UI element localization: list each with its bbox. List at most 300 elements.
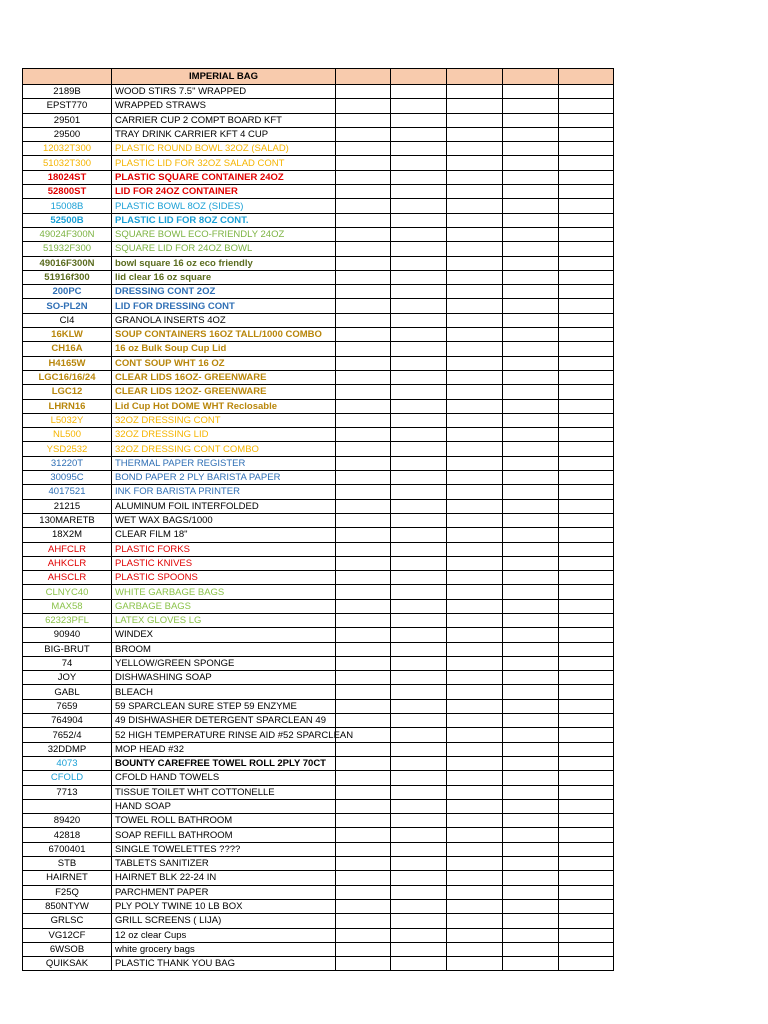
blank-cell[interactable] [503,142,559,156]
blank-cell[interactable] [447,642,503,656]
blank-cell[interactable] [336,471,391,485]
blank-cell[interactable] [503,127,559,141]
item-description-cell[interactable]: PLASTIC THANK YOU BAG [112,957,336,971]
item-description-cell[interactable]: PARCHMENT PAPER [112,885,336,899]
blank-cell[interactable] [559,471,614,485]
blank-cell[interactable] [336,356,391,370]
blank-cell[interactable] [391,127,447,141]
blank-cell[interactable] [559,556,614,570]
blank-cell[interactable] [336,113,391,127]
item-code-cell[interactable]: H4165W [23,356,112,370]
blank-cell[interactable] [391,699,447,713]
blank-cell[interactable] [559,413,614,427]
item-code-cell[interactable]: CH16A [23,342,112,356]
item-description-cell[interactable]: ALUMINUM FOIL INTERFOLDED [112,499,336,513]
blank-cell[interactable] [503,270,559,284]
blank-cell[interactable] [391,85,447,99]
blank-cell[interactable] [559,456,614,470]
blank-cell[interactable] [336,127,391,141]
blank-cell[interactable] [559,513,614,527]
item-code-cell[interactable]: MAX58 [23,599,112,613]
blank-cell[interactable] [447,456,503,470]
blank-cell[interactable] [503,499,559,513]
blank-cell[interactable] [503,256,559,270]
blank-cell[interactable] [559,656,614,670]
item-code-cell[interactable]: 74 [23,656,112,670]
blank-cell[interactable] [503,356,559,370]
blank-cell[interactable] [559,213,614,227]
blank-cell[interactable] [447,385,503,399]
blank-cell[interactable] [503,842,559,856]
item-description-cell[interactable]: WRAPPED STRAWS [112,99,336,113]
blank-cell[interactable] [559,542,614,556]
blank-cell[interactable] [503,428,559,442]
blank-cell[interactable] [503,685,559,699]
blank-cell[interactable] [503,342,559,356]
item-description-cell[interactable]: 59 SPARCLEAN SURE STEP 59 ENZYME [112,699,336,713]
item-description-cell[interactable]: PLASTIC BOWL 8OZ (SIDES) [112,199,336,213]
blank-cell[interactable] [447,613,503,627]
blank-cell[interactable] [391,799,447,813]
item-code-cell[interactable]: 6700401 [23,842,112,856]
blank-cell[interactable] [391,199,447,213]
blank-cell[interactable] [503,828,559,842]
blank-cell[interactable] [559,485,614,499]
item-code-cell[interactable]: 850NTYW [23,899,112,913]
blank-cell[interactable] [447,156,503,170]
item-description-cell[interactable]: white grocery bags [112,942,336,956]
blank-cell[interactable] [559,899,614,913]
blank-cell[interactable] [559,328,614,342]
blank-cell[interactable] [503,642,559,656]
header-blank-cell[interactable] [391,69,447,85]
blank-cell[interactable] [559,142,614,156]
blank-cell[interactable] [391,99,447,113]
blank-cell[interactable] [391,599,447,613]
blank-cell[interactable] [336,99,391,113]
item-code-cell[interactable]: EPST770 [23,99,112,113]
blank-cell[interactable] [447,528,503,542]
item-description-cell[interactable]: bowl square 16 oz eco friendly [112,256,336,270]
item-description-cell[interactable]: BOUNTY CAREFREE TOWEL ROLL 2PLY 70CT [112,756,336,770]
blank-cell[interactable] [447,599,503,613]
blank-cell[interactable] [391,242,447,256]
item-description-cell[interactable]: TRAY DRINK CARRIER KFT 4 CUP [112,127,336,141]
blank-cell[interactable] [503,513,559,527]
item-code-cell[interactable]: F25Q [23,885,112,899]
blank-cell[interactable] [559,528,614,542]
blank-cell[interactable] [336,342,391,356]
blank-cell[interactable] [503,227,559,241]
blank-cell[interactable] [336,742,391,756]
header-blank-cell[interactable] [559,69,614,85]
blank-cell[interactable] [391,885,447,899]
blank-cell[interactable] [447,113,503,127]
blank-cell[interactable] [336,456,391,470]
blank-cell[interactable] [336,299,391,313]
blank-cell[interactable] [336,485,391,499]
blank-cell[interactable] [559,313,614,327]
item-code-cell[interactable]: HAIRNET [23,871,112,885]
blank-cell[interactable] [391,914,447,928]
item-code-cell[interactable]: 7652/4 [23,728,112,742]
blank-cell[interactable] [559,285,614,299]
blank-cell[interactable] [391,957,447,971]
item-description-cell[interactable]: SQUARE LID FOR 24OZ BOWL [112,242,336,256]
blank-cell[interactable] [391,328,447,342]
blank-cell[interactable] [391,356,447,370]
blank-cell[interactable] [447,842,503,856]
blank-cell[interactable] [559,942,614,956]
item-code-cell[interactable]: 6WSOB [23,942,112,956]
blank-cell[interactable] [336,528,391,542]
blank-cell[interactable] [503,99,559,113]
item-code-cell[interactable]: STB [23,857,112,871]
item-description-cell[interactable]: 32OZ DRESSING LID [112,428,336,442]
blank-cell[interactable] [503,771,559,785]
blank-cell[interactable] [447,471,503,485]
blank-cell[interactable] [447,356,503,370]
blank-cell[interactable] [503,213,559,227]
item-code-cell[interactable]: 51916f300 [23,270,112,284]
blank-cell[interactable] [447,227,503,241]
blank-cell[interactable] [391,814,447,828]
blank-cell[interactable] [447,213,503,227]
blank-cell[interactable] [391,499,447,513]
blank-cell[interactable] [447,685,503,699]
blank-cell[interactable] [503,628,559,642]
item-code-cell[interactable]: 49024F300N [23,227,112,241]
blank-cell[interactable] [447,442,503,456]
blank-cell[interactable] [559,127,614,141]
item-description-cell[interactable]: GARBAGE BAGS [112,599,336,613]
blank-cell[interactable] [336,399,391,413]
blank-cell[interactable] [336,185,391,199]
blank-cell[interactable] [559,385,614,399]
blank-cell[interactable] [336,942,391,956]
item-description-cell[interactable]: WHITE GARBAGE BAGS [112,585,336,599]
item-description-cell[interactable]: DISHWASHING SOAP [112,671,336,685]
blank-cell[interactable] [447,885,503,899]
blank-cell[interactable] [559,99,614,113]
item-code-cell[interactable]: 764904 [23,714,112,728]
blank-cell[interactable] [503,942,559,956]
blank-cell[interactable] [559,399,614,413]
blank-cell[interactable] [503,328,559,342]
blank-cell[interactable] [391,899,447,913]
blank-cell[interactable] [447,585,503,599]
item-code-cell[interactable]: 32DDMP [23,742,112,756]
item-code-cell[interactable]: QUIKSAK [23,957,112,971]
item-code-cell[interactable]: YSD2532 [23,442,112,456]
item-code-cell[interactable]: 89420 [23,814,112,828]
blank-cell[interactable] [503,671,559,685]
item-code-cell[interactable] [23,799,112,813]
item-description-cell[interactable]: GRILL SCREENS ( LIJA) [112,914,336,928]
blank-cell[interactable] [336,571,391,585]
blank-cell[interactable] [559,871,614,885]
blank-cell[interactable] [336,814,391,828]
blank-cell[interactable] [447,957,503,971]
blank-cell[interactable] [336,671,391,685]
blank-cell[interactable] [503,399,559,413]
item-description-cell[interactable]: PLASTIC LID FOR 8OZ CONT. [112,213,336,227]
blank-cell[interactable] [559,370,614,384]
blank-cell[interactable] [447,127,503,141]
vendor-title[interactable]: IMPERIAL BAG [112,69,336,85]
blank-cell[interactable] [391,299,447,313]
blank-cell[interactable] [559,885,614,899]
blank-cell[interactable] [503,199,559,213]
blank-cell[interactable] [559,914,614,928]
blank-cell[interactable] [391,613,447,627]
blank-cell[interactable] [391,585,447,599]
blank-cell[interactable] [447,628,503,642]
blank-cell[interactable] [559,756,614,770]
blank-cell[interactable] [559,628,614,642]
blank-cell[interactable] [447,799,503,813]
blank-cell[interactable] [559,85,614,99]
item-code-cell[interactable]: LGC16/16/24 [23,370,112,384]
blank-cell[interactable] [503,556,559,570]
blank-cell[interactable] [447,199,503,213]
blank-cell[interactable] [503,714,559,728]
blank-cell[interactable] [559,699,614,713]
blank-cell[interactable] [559,585,614,599]
blank-cell[interactable] [336,613,391,627]
blank-cell[interactable] [447,899,503,913]
item-description-cell[interactable]: LID FOR DRESSING CONT [112,299,336,313]
item-code-cell[interactable]: 7659 [23,699,112,713]
blank-cell[interactable] [336,385,391,399]
item-description-cell[interactable]: PLASTIC FORKS [112,542,336,556]
blank-cell[interactable] [391,170,447,184]
item-code-cell[interactable]: 31220T [23,456,112,470]
blank-cell[interactable] [447,485,503,499]
blank-cell[interactable] [447,542,503,556]
blank-cell[interactable] [447,571,503,585]
blank-cell[interactable] [447,142,503,156]
blank-cell[interactable] [391,142,447,156]
blank-cell[interactable] [336,256,391,270]
item-code-cell[interactable]: 29500 [23,127,112,141]
blank-cell[interactable] [503,242,559,256]
blank-cell[interactable] [559,428,614,442]
item-code-cell[interactable]: 200PC [23,285,112,299]
blank-cell[interactable] [447,313,503,327]
blank-cell[interactable] [391,513,447,527]
item-code-cell[interactable]: JOY [23,671,112,685]
item-description-cell[interactable]: CARRIER CUP 2 COMPT BOARD KFT [112,113,336,127]
blank-cell[interactable] [336,699,391,713]
item-code-cell[interactable]: 21215 [23,499,112,513]
blank-cell[interactable] [447,857,503,871]
blank-cell[interactable] [391,842,447,856]
blank-cell[interactable] [447,656,503,670]
blank-cell[interactable] [447,742,503,756]
item-description-cell[interactable]: WET WAX BAGS/1000 [112,513,336,527]
blank-cell[interactable] [391,556,447,570]
header-code-cell[interactable] [23,69,112,85]
item-description-cell[interactable]: SINGLE TOWELETTES ???? [112,842,336,856]
item-description-cell[interactable]: PLASTIC KNIVES [112,556,336,570]
item-description-cell[interactable]: 12 oz clear Cups [112,928,336,942]
blank-cell[interactable] [447,756,503,770]
blank-cell[interactable] [391,728,447,742]
blank-cell[interactable] [447,85,503,99]
item-description-cell[interactable]: DRESSING CONT 2OZ [112,285,336,299]
item-code-cell[interactable]: 52500B [23,213,112,227]
item-description-cell[interactable]: PLY POLY TWINE 10 LB BOX [112,899,336,913]
blank-cell[interactable] [503,471,559,485]
item-description-cell[interactable]: lid clear 16 oz square [112,270,336,284]
item-code-cell[interactable]: 18X2M [23,528,112,542]
item-description-cell[interactable]: HAIRNET BLK 22-24 IN [112,871,336,885]
item-code-cell[interactable]: VG12CF [23,928,112,942]
blank-cell[interactable] [447,370,503,384]
blank-cell[interactable] [391,456,447,470]
item-code-cell[interactable]: LHRN16 [23,399,112,413]
blank-cell[interactable] [447,99,503,113]
item-description-cell[interactable]: YELLOW/GREEN SPONGE [112,656,336,670]
blank-cell[interactable] [391,685,447,699]
blank-cell[interactable] [503,899,559,913]
blank-cell[interactable] [447,242,503,256]
item-description-cell[interactable]: PLASTIC SPOONS [112,571,336,585]
blank-cell[interactable] [559,299,614,313]
item-code-cell[interactable]: 12032T300 [23,142,112,156]
blank-cell[interactable] [559,199,614,213]
blank-cell[interactable] [391,113,447,127]
blank-cell[interactable] [447,714,503,728]
item-description-cell[interactable]: 32OZ DRESSING CONT COMBO [112,442,336,456]
blank-cell[interactable] [447,513,503,527]
blank-cell[interactable] [503,571,559,585]
blank-cell[interactable] [559,857,614,871]
item-description-cell[interactable]: MOP HEAD #32 [112,742,336,756]
blank-cell[interactable] [503,914,559,928]
blank-cell[interactable] [336,899,391,913]
blank-cell[interactable] [391,771,447,785]
blank-cell[interactable] [336,499,391,513]
blank-cell[interactable] [336,85,391,99]
item-description-cell[interactable]: PLASTIC ROUND BOWL 32OZ (SALAD) [112,142,336,156]
blank-cell[interactable] [559,728,614,742]
blank-cell[interactable] [447,185,503,199]
blank-cell[interactable] [391,571,447,585]
item-description-cell[interactable]: GRANOLA INSERTS 4OZ [112,313,336,327]
blank-cell[interactable] [447,928,503,942]
blank-cell[interactable] [336,599,391,613]
blank-cell[interactable] [559,685,614,699]
blank-cell[interactable] [391,542,447,556]
blank-cell[interactable] [447,556,503,570]
item-description-cell[interactable]: INK FOR BARISTA PRINTER [112,485,336,499]
blank-cell[interactable] [391,399,447,413]
blank-cell[interactable] [559,227,614,241]
item-code-cell[interactable]: CI4 [23,313,112,327]
blank-cell[interactable] [391,442,447,456]
blank-cell[interactable] [391,413,447,427]
blank-cell[interactable] [336,227,391,241]
blank-cell[interactable] [559,185,614,199]
blank-cell[interactable] [447,285,503,299]
blank-cell[interactable] [447,170,503,184]
blank-cell[interactable] [336,556,391,570]
blank-cell[interactable] [336,542,391,556]
header-blank-cell[interactable] [336,69,391,85]
item-code-cell[interactable]: 90940 [23,628,112,642]
blank-cell[interactable] [447,942,503,956]
blank-cell[interactable] [447,342,503,356]
blank-cell[interactable] [447,728,503,742]
blank-cell[interactable] [559,156,614,170]
item-code-cell[interactable]: GABL [23,685,112,699]
blank-cell[interactable] [336,756,391,770]
blank-cell[interactable] [503,699,559,713]
item-description-cell[interactable]: TOWEL ROLL BATHROOM [112,814,336,828]
item-description-cell[interactable]: PLASTIC LID FOR 32OZ SALAD CONT [112,156,336,170]
blank-cell[interactable] [391,385,447,399]
item-description-cell[interactable]: BLEACH [112,685,336,699]
blank-cell[interactable] [503,285,559,299]
item-description-cell[interactable]: HAND SOAP [112,799,336,813]
blank-cell[interactable] [447,914,503,928]
blank-cell[interactable] [447,671,503,685]
blank-cell[interactable] [503,370,559,384]
blank-cell[interactable] [447,256,503,270]
blank-cell[interactable] [559,442,614,456]
item-code-cell[interactable]: AHFCLR [23,542,112,556]
blank-cell[interactable] [336,857,391,871]
item-description-cell[interactable]: SOAP REFILL BATHROOM [112,828,336,842]
blank-cell[interactable] [503,413,559,427]
blank-cell[interactable] [336,799,391,813]
item-description-cell[interactable]: 52 HIGH TEMPERATURE RINSE AID #52 SPARCLEAN [112,728,336,742]
blank-cell[interactable] [447,828,503,842]
blank-cell[interactable] [447,299,503,313]
item-code-cell[interactable]: 18024ST [23,170,112,184]
item-description-cell[interactable]: 49 DISHWASHER DETERGENT SPARCLEAN 49 [112,714,336,728]
blank-cell[interactable] [559,771,614,785]
item-description-cell[interactable]: CLEAR FILM 18" [112,528,336,542]
blank-cell[interactable] [391,871,447,885]
blank-cell[interactable] [447,871,503,885]
blank-cell[interactable] [503,599,559,613]
blank-cell[interactable] [503,442,559,456]
blank-cell[interactable] [503,957,559,971]
blank-cell[interactable] [391,256,447,270]
blank-cell[interactable] [391,313,447,327]
item-code-cell[interactable]: AHKCLR [23,556,112,570]
blank-cell[interactable] [447,814,503,828]
item-code-cell[interactable]: 51932F300 [23,242,112,256]
blank-cell[interactable] [559,642,614,656]
blank-cell[interactable] [391,942,447,956]
blank-cell[interactable] [559,785,614,799]
blank-cell[interactable] [336,513,391,527]
item-code-cell[interactable]: NL500 [23,428,112,442]
blank-cell[interactable] [503,656,559,670]
blank-cell[interactable] [447,699,503,713]
blank-cell[interactable] [559,499,614,513]
item-description-cell[interactable]: PLASTIC SQUARE CONTAINER 24OZ [112,170,336,184]
item-code-cell[interactable]: BIG-BRUT [23,642,112,656]
blank-cell[interactable] [336,656,391,670]
item-description-cell[interactable]: CLEAR LIDS 16OZ- GREENWARE [112,370,336,384]
blank-cell[interactable] [391,671,447,685]
blank-cell[interactable] [391,270,447,284]
